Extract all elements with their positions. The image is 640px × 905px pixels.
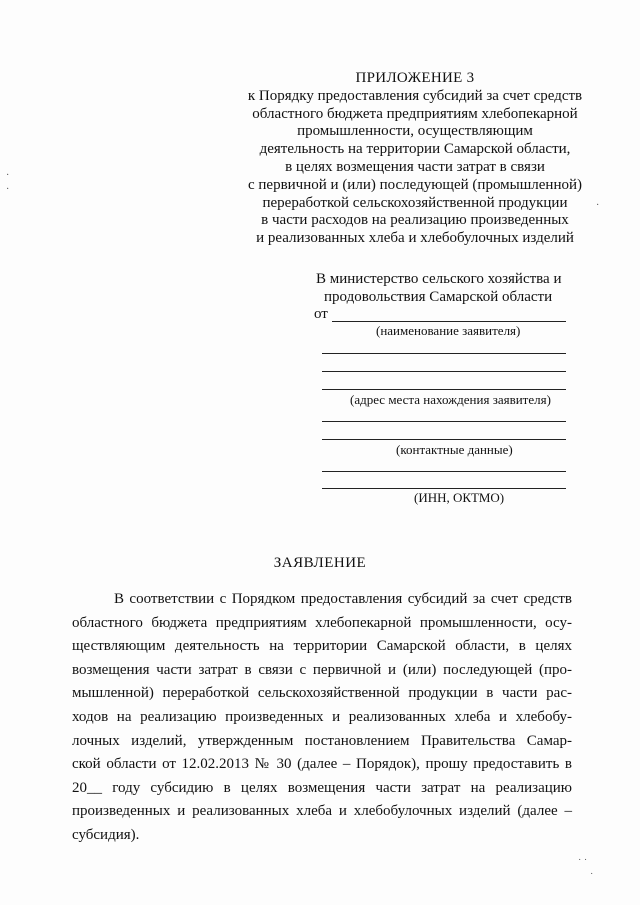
appendix-line: промышленности, осуществляющим <box>297 123 533 140</box>
appendix-line: в целях возмещения части затрат в связи <box>285 158 545 175</box>
address-field-line-2[interactable] <box>322 371 566 372</box>
statement-line: субсидия). <box>72 826 140 843</box>
appendix-header <box>230 70 600 248</box>
applicant-name-field[interactable] <box>332 321 566 322</box>
scan-speck: · <box>6 184 10 195</box>
appendix-line: деятельность на территории Самарской области, <box>259 141 571 158</box>
contacts-caption: (контактные данные) <box>396 442 513 457</box>
statement-line: ской области от 12.02.2013 № 30 (далее – Порядок), прошу предоставить в <box>72 756 572 773</box>
contacts-field-line-1[interactable] <box>322 421 566 422</box>
appendix-line: с первичной и (или) последующей (промышленной) <box>247 176 582 193</box>
statement-line: ществляющим деятельность на территории Самарской области, в целях <box>72 638 572 655</box>
addressee-line: продовольствия Самарской области <box>324 289 553 305</box>
statement-line: В соответствии с Порядком предоставления субсидий за счет средств <box>114 591 572 607</box>
statement-line: 20__ году субсидию в целях возмещения части затрат на реализацию <box>72 779 572 796</box>
addressee-line: В министерство сельского хозяйства и <box>316 271 562 287</box>
appendix-title: ПРИЛОЖЕНИЕ 3 <box>355 70 475 86</box>
contacts-field-line-2[interactable] <box>322 439 566 440</box>
applicant-name-caption: (наименование заявителя) <box>376 323 521 338</box>
scan-speck: · <box>6 170 10 181</box>
appendix-line: областного бюджета предприятиям хлебопекарной <box>252 105 578 122</box>
appendix-line: к Порядку предоставления субсидий за счет средств <box>247 87 583 104</box>
statement-line: возмещения части затрат в связи с первичной и (или) последующей (про- <box>72 661 572 678</box>
appendix-line: и реализованных хлеба и хлебобулочных изделий <box>256 230 574 247</box>
addressee-block <box>316 270 576 306</box>
statement-line: произведенных и реализованных хлеба и хлебобулочных изделий (далее – <box>72 803 572 820</box>
statement-line: лочных изделий, утвержденным постановлением Правительства Самар- <box>72 732 572 749</box>
address-caption: (адрес места нахождения заявителя) <box>350 392 551 407</box>
scan-speck: ˙ <box>590 872 594 883</box>
statement-line: мышленной) переработкой сельскохозяйственной продукции в части рас- <box>72 685 572 702</box>
scan-speck: ˙ ˙ <box>578 858 588 869</box>
address-field-line-1[interactable] <box>322 353 566 354</box>
statement-line: областного бюджета предприятиям хлебопекарной промышленности, осу- <box>72 614 572 631</box>
statement-title <box>0 555 640 572</box>
appendix-line: в части расходов на реализацию произведенных <box>261 212 569 229</box>
from-label: от <box>314 306 328 322</box>
statement-title-text: ЗАЯВЛЕНИЕ <box>273 555 367 571</box>
statement-body <box>72 588 572 848</box>
inn-field-line-2[interactable] <box>322 488 566 489</box>
address-field-line-3[interactable] <box>322 389 566 390</box>
appendix-line: переработкой сельскохозяйственной продукции <box>262 194 568 211</box>
statement-line: ходов на реализацию произведенных и реализованных хлеба и хлебобу- <box>72 708 572 725</box>
inn-field-line-1[interactable] <box>322 471 566 472</box>
scan-speck: · <box>596 200 600 211</box>
inn-caption: (ИНН, ОКТМО) <box>414 490 505 505</box>
